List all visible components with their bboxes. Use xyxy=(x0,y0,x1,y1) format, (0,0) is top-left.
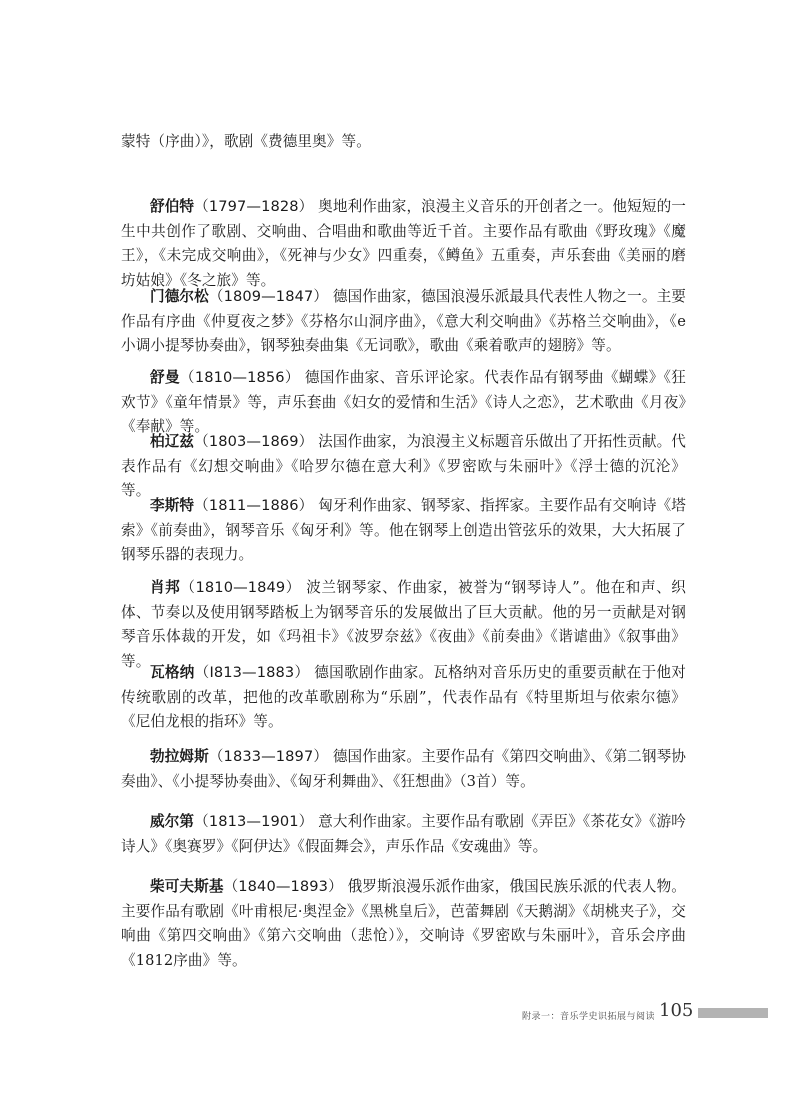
entry-text: 德国歌剧作曲家。瓦格纳对音乐历史的重要贡献在于他对传统歌剧的改革，把他的改革歌剧称为“乐剧”，代表作品有《特里斯坦与依索尔德》《尼伯龙根的指环》等。 xyxy=(121,664,686,730)
entry-wagner xyxy=(121,661,686,735)
entry-text: 德国作曲家、音乐评论家。代表作品有钢琴曲《蝴蝶》《狂欢节》《童年情景》等，声乐套曲《妇女的爱情和生活》《诗人之恋》，艺术歌曲《月夜》《奉献》等。 xyxy=(121,369,686,435)
entry-mendelssohn xyxy=(121,285,686,359)
composer-name: 舒伯特 xyxy=(150,198,195,215)
paragraph-text: 蒙特（序曲）》，歌剧《费德里奥》等。 xyxy=(121,133,371,150)
composer-name: 瓦格纳 xyxy=(150,664,195,681)
entry-text: 意大利作曲家。主要作品有歌剧《弄臣》《茶花女》《游吟诗人》《奥赛罗》《阿伊达》《假面舞会》，声乐作品《安魂曲》等。 xyxy=(121,813,686,855)
composer-dates: （1810—1856） xyxy=(179,369,300,386)
composer-name: 柴可夫斯基 xyxy=(150,878,224,895)
entry-text: 匈牙利作曲家、钢琴家、指挥家。主要作品有交响诗《塔索》《前奏曲》，钢琴音乐《匈牙利》等。他在钢琴上创造出管弦乐的效果，大大拓展了钢琴乐器的表现力。 xyxy=(121,497,686,563)
entry-text: 波兰钢琴家、作曲家，被誉为“钢琴诗人”。他在和声、织体、节奏以及使用钢琴踏板上为钢琴音乐的发展做出了巨大贡献。他的另一贡献是对钢琴音乐体裁的开发，如《玛祖卡》《波罗奈兹》《夜曲》《前奏曲》《谐谑曲》《叙事曲》等。 xyxy=(121,579,686,670)
composer-name: 舒曼 xyxy=(150,369,180,386)
entry-tchaikovsky xyxy=(121,875,686,973)
composer-name: 威尔第 xyxy=(150,813,195,830)
entry-chopin xyxy=(121,576,686,674)
entry-brahms xyxy=(121,745,686,794)
composer-dates: （1811—1886） xyxy=(194,497,314,514)
page-number: 105 xyxy=(659,1000,694,1021)
composer-dates: （1810—1849） xyxy=(180,579,301,596)
entry-text: 奥地利作曲家，浪漫主义音乐的开创者之一。他短短的一生中共创作了歌剧、交响曲、合唱曲和歌曲等近千首。主要作品有歌曲《野玫瑰》《魔王》，《未完成交响曲》，《死神与少女》四重奏，《鳟鱼》五重奏，声乐套曲《美丽的磨坊姑娘》《冬之旅》等。 xyxy=(121,198,686,289)
entry-schumann xyxy=(121,366,686,440)
entry-text: 法国作曲家，为浪漫主义标题音乐做出了开拓性贡献。代表作品有《幻想交响曲》《哈罗尔德在意大利》《罗密欧与朱丽叶》《浮士德的沉沦》等。 xyxy=(121,433,686,499)
entry-text: 德国作曲家。主要作品有《第四交响曲》、《第二钢琴协奏曲》、《小提琴协奏曲》、《匈牙利舞曲》、《狂想曲》（3首）等。 xyxy=(121,748,686,790)
composer-dates: （1833—1897） xyxy=(208,748,329,765)
footer-decorative-bar xyxy=(698,1008,768,1018)
composer-dates: （1840—1893） xyxy=(223,878,343,895)
composer-name: 勃拉姆斯 xyxy=(150,748,209,765)
composer-dates: （1813—1901） xyxy=(194,813,314,830)
composer-dates: （1803—1869） xyxy=(194,433,314,450)
composer-name: 门德尔松 xyxy=(150,288,209,305)
entry-liszt xyxy=(121,494,686,568)
composer-name: 柏辽兹 xyxy=(150,433,195,450)
composer-name: 李斯特 xyxy=(150,497,195,514)
page-footer xyxy=(0,1000,800,1030)
entry-text: 德国作曲家，德国浪漫乐派最具代表性人物之一。主要作品有序曲《仲夏夜之梦》《芬格尔山洞序曲》，《意大利交响曲》《苏格兰交响曲》，《e小调小提琴协奏曲》，钢琴独奏曲集《无词歌》，歌曲《乘着歌声的翅膀》等。 xyxy=(121,288,686,354)
footer-section-title: 附录一：音乐学史识拓展与阅读 xyxy=(521,1012,655,1022)
paragraph-continuation xyxy=(121,130,686,155)
entry-berlioz xyxy=(121,430,686,504)
composer-dates: （1809—1847） xyxy=(208,288,329,305)
composer-name: 肖邦 xyxy=(150,579,181,596)
composer-dates: （I813—1883） xyxy=(194,664,310,681)
entry-verdi xyxy=(121,810,686,859)
composer-dates: （1797—1828） xyxy=(194,198,314,215)
entry-text: 俄罗斯浪漫乐派作曲家，俄国民族乐派的代表人物。主要作品有歌剧《叶甫根尼·奥涅金》《黑桃皇后》，芭蕾舞剧《天鹅湖》《胡桃夹子》，交响曲《第四交响曲》《第六交响曲（悲怆）》，交响诗《罗密欧与朱丽叶》，音乐会序曲《1812序曲》等。 xyxy=(121,878,686,969)
entry-schubert xyxy=(121,195,686,293)
